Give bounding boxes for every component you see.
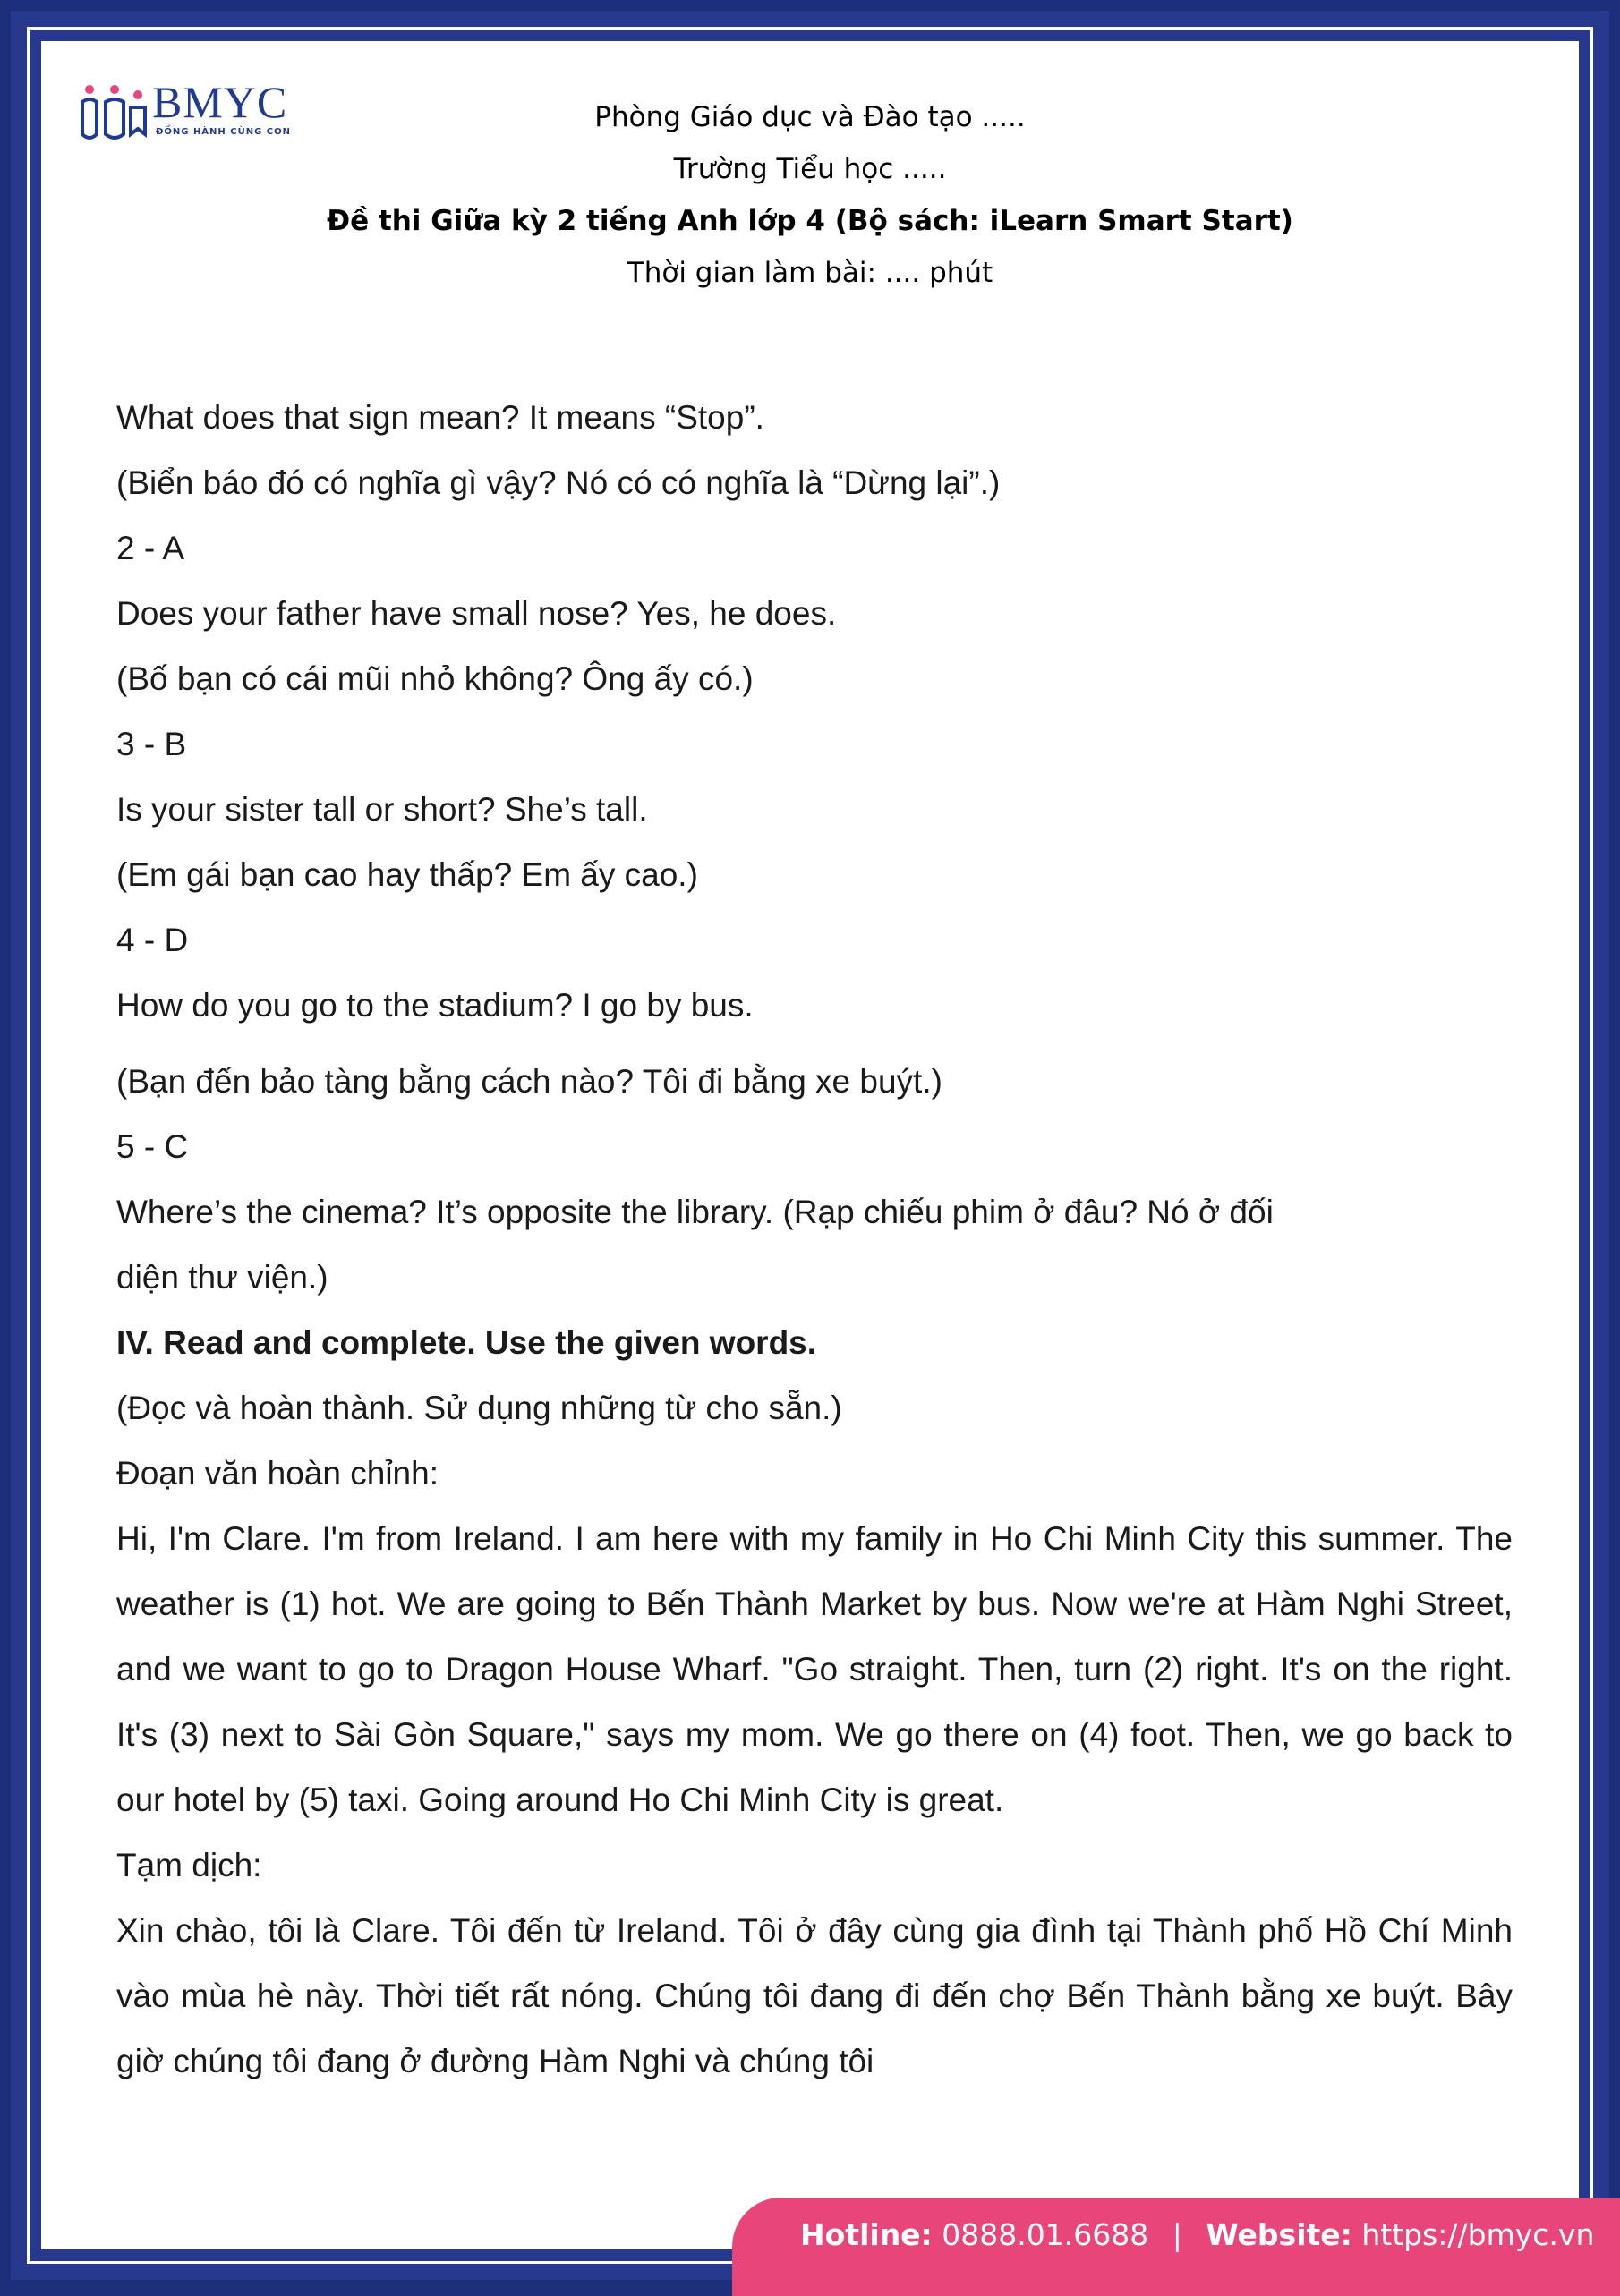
text-line: (Biển báo đó có nghĩa gì vậy? Nó có có nghĩa là “Dừng lại”.) [116, 464, 1001, 501]
footer-separator: | [1172, 2217, 1182, 2252]
header-exam-title: Đề thi Giữa kỳ 2 tiếng Anh lớp 4 (Bộ sách: iLearn Smart Start) [327, 205, 1293, 237]
answer-line: 5 - C [116, 1128, 189, 1165]
text-line: (Em gái bạn cao hay thấp? Em ấy cao.) [116, 856, 698, 893]
section-heading: IV. Read and complete. Use the given words. [116, 1324, 817, 1361]
text-line: Does your father have small nose? Yes, he does. [116, 595, 837, 632]
text-line: (Đọc và hoàn thành. Sử dụng những từ cho sẵn.) [116, 1390, 842, 1426]
translation-label: Tạm dịch: [116, 1847, 262, 1884]
text-line: (Bố bạn có cái mũi nhỏ không? Ông ấy có.) [116, 660, 754, 697]
document-body [116, 385, 1513, 2094]
footer-contact-bar [732, 2198, 1620, 2296]
website-link[interactable]: https://bmyc.vn [1361, 2217, 1595, 2252]
document-page [41, 41, 1579, 2249]
document-header [41, 91, 1579, 299]
header-time: Thời gian làm bài: .... phút [627, 257, 993, 289]
hotline-number[interactable]: 0888.01.6688 [942, 2217, 1149, 2252]
text-line: How do you go to the stadium? I go by bus. [116, 987, 754, 1024]
footer-text [800, 2215, 1594, 2255]
translation-passage: Xin chào, tôi là Clare. Tôi đến từ Ireland. Tôi ở đây cùng gia đình tại Thành phố Hồ Chí Minh vào mùa hè này. Thời tiết rất nóng. Chúng tôi đang đi đến chợ Bến Thành bằng xe buýt. Bây giờ chúng tôi đang ở đường Hàm Nghi và chúng tôi [116, 1912, 1513, 2079]
answer-line: 2 - A [116, 530, 185, 566]
completed-passage: Hi, I'm Clare. I'm from Ireland. I am here with my family in Ho Chi Minh City this summer. The weather is (1) hot. We are going to Bến Thành Market by bus. Now we're at Hàm Nghi Street, and we want to go to Dragon House Wharf. "Go straight. Then, turn (2) right. It's on the right. It's (3) next to Sài Gòn Square," says my mom. We go there on (4) foot. Then, we go back to our hotel by (5) taxi. Going around Ho Chi Minh City is great. [116, 1520, 1513, 1818]
text-line: Is your sister tall or short? She’s tall. [116, 791, 648, 828]
header-department: Phòng Giáo dục và Đào tạo ..... [594, 101, 1026, 133]
logo-name: BMYC [152, 77, 288, 127]
logo-tagline: ĐỒNG HÀNH CÙNG CON [156, 127, 291, 137]
answer-line: 3 - B [116, 726, 187, 762]
text-line: diện thư viện.) [116, 1259, 328, 1296]
header-school: Trường Tiểu học ..... [673, 153, 947, 185]
answer-line: 4 - D [116, 922, 189, 958]
text-line: (Bạn đến bảo tàng bằng cách nào? Tôi đi bằng xe buýt.) [116, 1063, 942, 1100]
website-label: Website: [1206, 2217, 1352, 2252]
text-line: What does that sign mean? It means “Stop”. [116, 399, 764, 436]
text-line: Đoạn văn hoàn chỉnh: [116, 1455, 439, 1492]
hotline-label: Hotline: [800, 2217, 933, 2252]
text-line: Where’s the cinema? It’s opposite the library. (Rạp chiếu phim ở đâu? Nó ở đối [116, 1194, 1274, 1230]
